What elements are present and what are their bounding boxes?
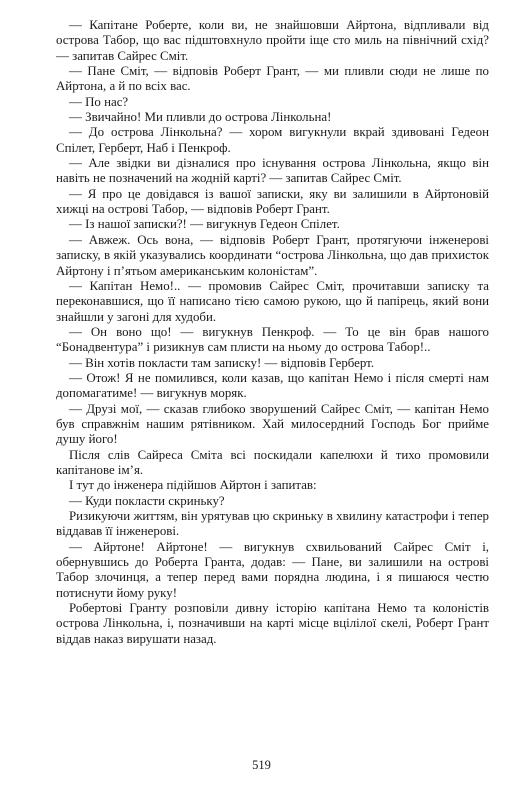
paragraph: І тут до інженера підійшов Айртон і запитав: bbox=[69, 478, 317, 493]
paragraph: — Я про це довідався із вашої записки, яку ви залишили в Айртоновій хижці на острові Табор, — відповів Роберт Грант. bbox=[56, 186, 489, 217]
paragraph: — Айртоне! Айртоне! — вигукнув схвильований Сайрес Сміт і, обернувшись до Роберта Гранта, додав: — Пане, ви залишили на острові Табор злочинця, а тепер перед вами порядна людина, і я пишаюся честю потиснути йому руку! bbox=[56, 539, 489, 600]
page-body bbox=[56, 18, 489, 647]
paragraph: Після слів Сайреса Сміта всі поскидали капелюхи й тихо промовили капітанове ім’я. bbox=[56, 447, 489, 477]
paragraph: — По нас? bbox=[69, 94, 129, 109]
paragraph: — Капітане Роберте, коли ви, не знайшовши Айртона, відпливали від острова Табор, що вас підштовхнуло пройти іще сто миль на північний схід? — запитав Сайрес Сміт. bbox=[56, 18, 489, 63]
paragraph: — До острова Лінкольна? — хором вигукнули вкрай здивовані Гедеон Спілет, Герберт, Наб і Пенкроф. bbox=[56, 125, 489, 155]
paragraph: — Пане Сміт, — відповів Роберт Грант, — ми пливли сюди не лише по Айртона, а й по всіх вас. bbox=[56, 64, 489, 94]
paragraph: — Он воно що! — вигукнув Пенкроф. — То це він брав нашого “Бонадвентура” і ризикнув сам плисти на ньому до острова Табор!.. bbox=[56, 324, 489, 355]
paragraph: Робертові Гранту розповіли дивну історію капітана Немо та колоністів острова Лінкольна, і, позначивши на карті місце вцілілої скелі, Роберт Грант віддав наказ вирушати назад. bbox=[56, 601, 489, 646]
paragraph: — Отож! Я не помилився, коли казав, що капітан Немо і після смерті нам допомагатиме! — вигукнув моряк. bbox=[56, 370, 489, 401]
paragraph: — Капітан Немо!.. — промовив Сайрес Сміт, прочитавши записку та переконавшися, що її написано тією самою рукою, що й папірець, який вони знайшли у загоні для худоби. bbox=[56, 278, 489, 324]
paragraph: — Він хотів покласти там записку! — відповів Герберт. bbox=[69, 355, 375, 370]
page-number: 519 bbox=[252, 758, 271, 772]
paragraph: — Але звідки ви дізналися про існування острова Лінкольна, якщо він навіть не позначений на жодній карті? — запитав Сайрес Сміт. bbox=[56, 156, 489, 186]
paragraph: — Друзі мої, — сказав глибоко зворушений Сайрес Сміт, — капітан Немо був справжнім нашим рятівником. Хай милосердний Господь Бог прийме душу його! bbox=[56, 401, 489, 447]
paragraph: — Із нашої записки?! — вигукнув Гедеон Спілет. bbox=[69, 217, 340, 232]
paragraph: — Авжеж. Ось вона, — відповів Роберт Грант, протягуючи інженерові записку, в якій указувались координати “острова Лінкольна, що дав прихисток Айртону і п’ятьом американським колоністам”. bbox=[56, 232, 489, 278]
paragraph: — Звичайно! Ми пливли до острова Лінкольна! bbox=[69, 110, 332, 125]
paragraph: Ризикуючи життям, він урятував цю скриньку в хвилину катастрофи і тепер віддавав її інженерові. bbox=[56, 509, 489, 539]
paragraph: — Куди покласти скриньку? bbox=[69, 493, 225, 508]
